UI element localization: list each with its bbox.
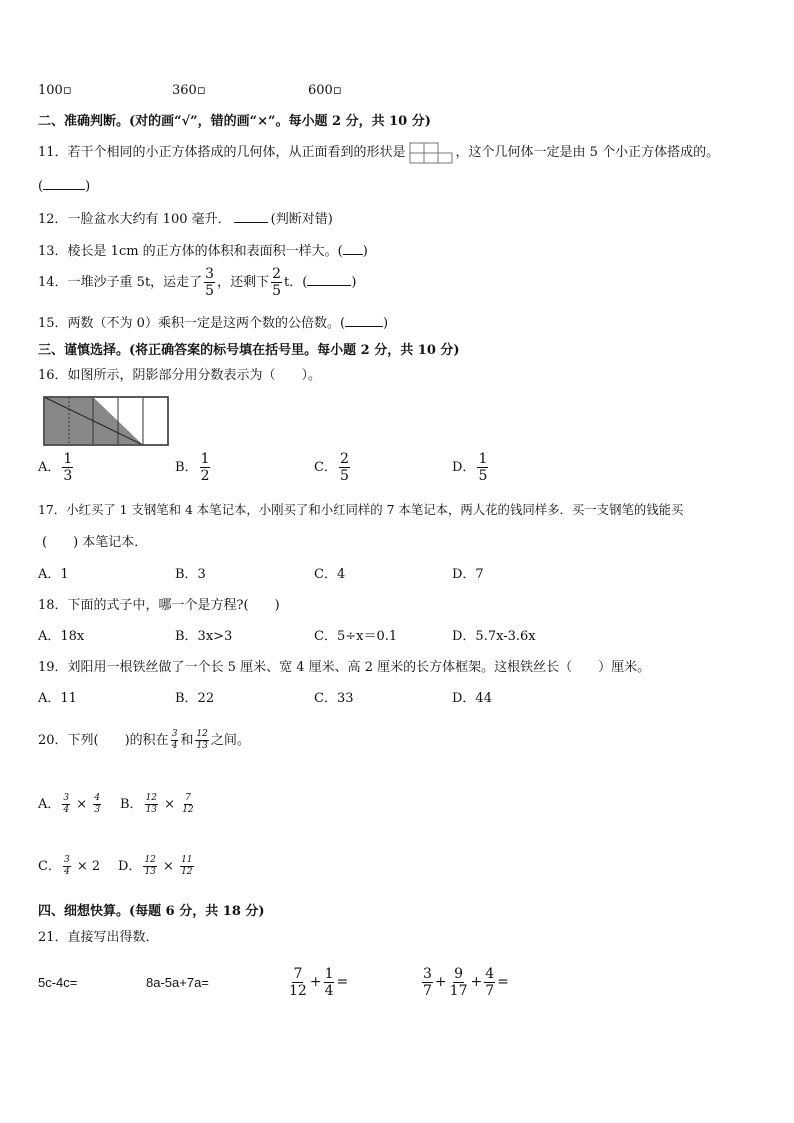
top-option-1: 100▫ bbox=[38, 83, 72, 98]
q20-d-label: D． bbox=[118, 859, 142, 874]
q20-d-f2-num: 11 bbox=[181, 855, 193, 865]
q16-option-c[interactable] bbox=[314, 452, 352, 483]
question-15 bbox=[38, 312, 388, 331]
q13-text: 13．棱长是 1cm 的正方体的体积和表面积一样大。( bbox=[38, 244, 343, 259]
q16-b-num: 1 bbox=[200, 451, 210, 467]
calc4-eq: = bbox=[497, 974, 509, 990]
q13-blank[interactable] bbox=[343, 242, 363, 255]
q20-d-op: × bbox=[163, 859, 174, 874]
q20-b-op: × bbox=[164, 797, 176, 812]
calc4-plus-1: + bbox=[434, 974, 447, 990]
q14-fraction-1 bbox=[204, 267, 215, 298]
q20-b-f2-num: 7 bbox=[185, 793, 191, 803]
question-16: 16．如图所示，阴影部分用分数表示为（ ）。 bbox=[38, 368, 322, 383]
calc4-f1 bbox=[422, 967, 433, 998]
q14-f2-num: 2 bbox=[272, 266, 282, 282]
q17-option-b[interactable]: B．3 bbox=[175, 567, 206, 582]
q20-option-b[interactable] bbox=[120, 792, 197, 818]
q20-d-f2 bbox=[180, 856, 193, 877]
q18-option-a[interactable]: A．18x bbox=[38, 629, 85, 644]
calc3-f1-den: 12 bbox=[289, 982, 307, 999]
q16-option-b[interactable] bbox=[175, 452, 212, 483]
q20-a-f2-den: 3 bbox=[94, 805, 101, 815]
question-21: 21．直接写出得数． bbox=[38, 930, 159, 945]
section3-heading: 三、谨慎选择。(将正确答案的标号填在括号里。每小题 2 分，共 10 分) bbox=[38, 343, 460, 358]
q20-c-op: × 2 bbox=[76, 859, 101, 874]
q14-text-b: ，还剩下 bbox=[217, 275, 270, 290]
q19-option-b[interactable]: B．22 bbox=[175, 691, 215, 706]
q16-c-num: 2 bbox=[339, 451, 349, 467]
q20-f1-num: 3 bbox=[171, 729, 178, 739]
q20-a-f1-den: 4 bbox=[63, 805, 70, 815]
q11-answer bbox=[38, 177, 90, 194]
q20-b-f1-den: 13 bbox=[145, 805, 158, 815]
q12-blank[interactable] bbox=[234, 210, 268, 223]
q14-text-c: t．( bbox=[284, 275, 308, 290]
q20-a-f2-num: 4 bbox=[94, 793, 101, 803]
q20-b-f2 bbox=[181, 794, 194, 815]
question-19: 19．刘阳用一根铁丝做了一个长 5 厘米、宽 4 厘米、高 2 厘米的长方体框架。这根铁丝长（ ）厘米。 bbox=[38, 660, 651, 675]
question-20 bbox=[38, 728, 250, 754]
q15-close: ) bbox=[383, 316, 389, 331]
q20-c-label: C． bbox=[38, 859, 61, 874]
q11-text: 11．若干个相同的小正方体搭成的几何体，从正面看到的形状是 bbox=[38, 145, 406, 160]
q16-b-den: 2 bbox=[200, 468, 210, 484]
top-option-3: 600▫ bbox=[308, 83, 342, 98]
calc3-f2-num: 1 bbox=[324, 965, 334, 982]
calc-2: 8a-5a+7a= bbox=[146, 975, 209, 990]
calc3-f1-num: 7 bbox=[293, 965, 303, 982]
calc3-plus: + bbox=[309, 974, 322, 990]
q11-tail: ，这个几何体一定是由 5 个小正方体搭成的。 bbox=[455, 145, 720, 160]
q20-fraction-1 bbox=[171, 730, 179, 751]
calc-3 bbox=[286, 962, 348, 1002]
q14-blank[interactable] bbox=[307, 273, 351, 286]
question-12 bbox=[38, 208, 333, 227]
calc4-plus-2: + bbox=[470, 974, 483, 990]
calc-4 bbox=[420, 962, 509, 1002]
q20-f1-den: 4 bbox=[171, 741, 178, 751]
q11-blank[interactable] bbox=[43, 177, 85, 190]
q12-text: 12．一脸盆水大约有 100 毫升． bbox=[38, 212, 231, 227]
calc3-f2-den: 4 bbox=[324, 982, 334, 999]
question-14 bbox=[38, 265, 356, 301]
q12-tail: (判断对错) bbox=[270, 212, 333, 227]
q20-d-f1-num: 12 bbox=[144, 855, 156, 865]
q20-d-f1-den: 13 bbox=[144, 867, 156, 877]
q20-b-f2-den: 12 bbox=[182, 805, 194, 815]
q20-a-label: A． bbox=[38, 797, 61, 812]
q16-b-fraction bbox=[200, 452, 211, 483]
q20-c-f1-num: 3 bbox=[63, 855, 70, 865]
q17-option-a[interactable]: A．1 bbox=[38, 567, 69, 582]
q18-option-d[interactable]: D．5.7x-3.6x bbox=[452, 629, 536, 644]
calc4-f2-num: 9 bbox=[454, 965, 464, 982]
q16-c-den: 5 bbox=[339, 468, 349, 484]
question-17-line2: ( ) 本笔记本． bbox=[42, 535, 148, 550]
q20-text-b: 和 bbox=[180, 733, 194, 748]
front-view-shape-icon bbox=[409, 142, 453, 164]
q16-a-den: 3 bbox=[63, 468, 73, 484]
q20-b-label: B． bbox=[120, 797, 143, 812]
q20-b-f1 bbox=[145, 794, 158, 815]
q16-a-fraction bbox=[62, 452, 73, 483]
q16-c-fraction bbox=[339, 452, 350, 483]
q20-b-f1-num: 12 bbox=[145, 793, 158, 803]
calc4-f3-num: 4 bbox=[485, 965, 495, 982]
q20-c-f1 bbox=[63, 856, 71, 877]
calc-1: 5c-4c= bbox=[38, 975, 78, 990]
q16-a-num: 1 bbox=[63, 451, 73, 467]
q16-shaded-rectangle-figure bbox=[43, 396, 169, 446]
q20-f2-num: 12 bbox=[196, 729, 208, 739]
q16-c-label: C． bbox=[314, 460, 337, 475]
calc3-f1 bbox=[288, 967, 308, 998]
q16-d-fraction bbox=[477, 452, 488, 483]
q20-a-f1 bbox=[62, 794, 70, 815]
q20-f2-den: 13 bbox=[196, 741, 208, 751]
q11-paren-open: ( bbox=[38, 179, 44, 194]
q16-d-label: D． bbox=[452, 460, 476, 475]
q20-c-f1-den: 4 bbox=[63, 867, 70, 877]
q19-option-a[interactable]: A．11 bbox=[38, 691, 77, 706]
q19-option-c[interactable]: C．33 bbox=[314, 691, 354, 706]
calc4-f1-num: 3 bbox=[423, 965, 432, 982]
question-11 bbox=[38, 141, 719, 164]
q19-option-d[interactable]: D．44 bbox=[452, 691, 492, 706]
q14-f2-den: 5 bbox=[272, 283, 282, 299]
q20-text-a: 20．下列( )的积在 bbox=[38, 733, 169, 748]
q14-close: ) bbox=[351, 275, 357, 290]
q16-a-label: A． bbox=[38, 460, 61, 475]
q20-a-f2 bbox=[93, 794, 101, 815]
q14-f1-den: 5 bbox=[205, 283, 215, 299]
section2-heading: 二、准确判断。(对的画“√”，错的画“×”。每小题 2 分，共 10 分) bbox=[38, 114, 431, 129]
q15-text: 15．两数（不为 0）乘积一定是这两个数的公倍数。( bbox=[38, 316, 346, 331]
q16-b-label: B． bbox=[175, 460, 198, 475]
question-17-line1: 17．小红买了 1 支钢笔和 4 本笔记本，小刚买了和小红同样的 7 本笔记本，两人花的钱同样多．买一支钢笔的钱能买 bbox=[38, 502, 684, 517]
q20-option-c[interactable] bbox=[38, 854, 100, 880]
q14-f1-num: 3 bbox=[205, 266, 215, 282]
q20-a-op: × bbox=[76, 797, 88, 812]
top-option-2: 360▫ bbox=[172, 83, 206, 98]
calc4-f3-den: 7 bbox=[485, 982, 495, 999]
question-13 bbox=[38, 240, 368, 259]
q11-paren-close: ) bbox=[85, 179, 91, 194]
q17-option-d[interactable]: D．7 bbox=[452, 567, 484, 582]
section4-heading: 四、细想快算。(每题 6 分，共 18 分) bbox=[38, 904, 265, 919]
q16-option-d[interactable] bbox=[452, 452, 490, 483]
q20-option-a[interactable] bbox=[38, 792, 103, 818]
calc4-f3 bbox=[484, 967, 495, 998]
calc4-f1-den: 7 bbox=[423, 982, 432, 999]
q14-fraction-2 bbox=[271, 267, 282, 298]
calc3-f2 bbox=[324, 967, 335, 998]
q20-a-f1-num: 3 bbox=[63, 793, 70, 803]
q18-option-b[interactable]: B．3x>3 bbox=[175, 629, 233, 644]
q15-blank[interactable] bbox=[345, 314, 383, 327]
q20-d-f1 bbox=[143, 856, 156, 877]
q20-fraction-2 bbox=[195, 730, 208, 751]
calc3-eq: = bbox=[336, 974, 349, 990]
calc4-f2-den: 17 bbox=[449, 982, 468, 999]
q16-d-num: 1 bbox=[478, 451, 488, 467]
question-18: 18．下面的式子中，哪一个是方程?( ) bbox=[38, 598, 280, 613]
q13-close: ) bbox=[362, 244, 368, 259]
q20-text-c: 之间。 bbox=[210, 733, 250, 748]
q17-option-c[interactable]: C．4 bbox=[314, 567, 346, 582]
q18-option-c[interactable]: C．5÷x＝0.1 bbox=[314, 629, 398, 644]
q20-option-d[interactable] bbox=[118, 854, 196, 880]
q20-d-f2-den: 12 bbox=[181, 867, 193, 877]
calc4-f2 bbox=[449, 967, 469, 998]
q14-text-a: 14．一堆沙子重 5t，运走了 bbox=[38, 275, 203, 290]
q16-option-a[interactable] bbox=[38, 452, 75, 483]
q16-d-den: 5 bbox=[478, 468, 488, 484]
